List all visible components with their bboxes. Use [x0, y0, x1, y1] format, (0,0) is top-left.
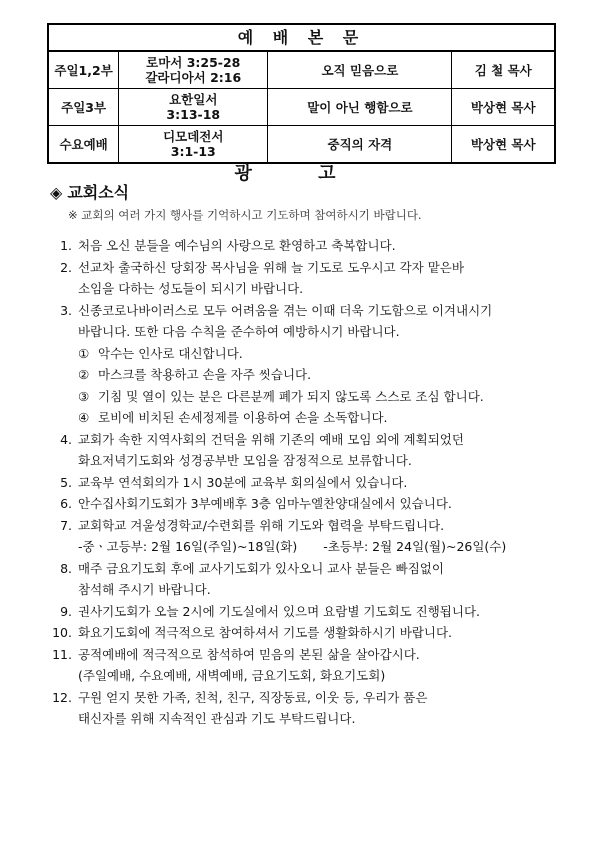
notice-item	[48, 429, 568, 472]
church-news-note: ※ 교회의 여러 가지 행사를 기억하시고 기도하며 참여하시기 바랍니다.	[68, 208, 422, 222]
notice-number: 5.	[60, 474, 72, 490]
sermon-title: 말이 아닌 행함으로	[268, 89, 452, 126]
notice-text: 권사기도회가 오늘 2시에 기도실에서 있으며 요람별 기도회도 진행됩니다.	[78, 603, 480, 619]
notice-item	[48, 235, 568, 257]
service-name: 주일3부	[48, 89, 119, 126]
notice-text: 안수집사회기도회가 3부예배후 3층 임마누엘찬양대실에서 있습니다.	[78, 496, 452, 511]
notice-item	[48, 493, 568, 515]
notice-text: (주일예배, 수요예배, 새벽예배, 금요기도회, 화요기도회)	[78, 668, 386, 683]
rule-item: ③ 기침 및 열이 있는 분은 다른분께 폐가 되지 않도록 스스로 조심 합니다.	[78, 386, 568, 408]
camp-schedule-middle-high: -중ㆍ고등부: 2월 16일(주일)~18일(화)	[78, 539, 298, 554]
notice-item	[48, 515, 568, 558]
notice-number: 3.	[60, 302, 72, 318]
preacher-name: 김 철 목사	[452, 51, 555, 89]
circled-number-icon: ②	[78, 367, 90, 382]
notice-item	[48, 300, 568, 429]
scripture-reference: 로마서 3:25-28 갈라디아서 2:16	[119, 51, 268, 89]
notice-text: 화요저녁기도회와 성경공부반 모임을 잠정적으로 보류합니다.	[78, 453, 412, 468]
notice-text: 구원 얻지 못한 가족, 친척, 친구, 직장동료, 이웃 등, 우리가 품은	[78, 689, 428, 705]
church-news-title	[50, 180, 129, 203]
scripture-reference: 디모데전서 3:1-13	[119, 126, 268, 164]
notice-number: 6.	[60, 496, 72, 511]
notice-text: 처음 오신 분들을 예수님의 사랑으로 환영하고 축복합니다.	[78, 238, 396, 253]
notice-text: 선교차 출국하신 당회장 목사님을 위해 늘 기도로 도우시고 각자 맡은바	[78, 259, 464, 275]
circled-number-icon: ④	[78, 410, 90, 425]
notice-number: 10.	[52, 625, 72, 640]
notice-number: 8.	[60, 560, 72, 576]
rule-item: ① 악수는 인사로 대신합니다.	[78, 343, 568, 365]
service-name: 수요예배	[48, 126, 119, 164]
notice-number: 9.	[60, 603, 72, 619]
sermon-row	[48, 126, 555, 164]
sermon-table-title: 예 배 본 문	[48, 24, 555, 51]
notice-text: 소임을 다하는 성도들이 되시기 바랍니다.	[78, 281, 304, 296]
announcements-heading: 광 고	[234, 163, 366, 184]
sermon-row	[48, 51, 555, 89]
church-news-label: 교회소식	[67, 183, 130, 202]
sermon-title: 오직 믿음으로	[268, 51, 452, 89]
rule-item: ② 마스크를 착용하고 손을 자주 씻습니다.	[78, 364, 568, 386]
camp-schedule-elementary: -초등부: 2월 24일(월)~26일(수)	[323, 539, 507, 554]
notice-item	[48, 601, 568, 623]
notice-list	[48, 235, 568, 730]
notice-number: 12.	[52, 689, 72, 705]
notice-text: 신종코로나바이러스로 모두 어려움을 겪는 이때 더욱 기도함으로 이겨내시기	[78, 302, 493, 318]
notice-item	[48, 644, 568, 687]
notice-text: 화요기도회에 적극적으로 참여하셔서 기도를 생활화하시기 바랍니다.	[78, 625, 453, 640]
service-name: 주일1,2부	[48, 51, 119, 89]
diamond-bullet-icon: ◈	[50, 183, 63, 202]
notice-text: 바랍니다. 또한 다음 수칙을 준수하여 예방하시기 바랍니다.	[78, 324, 400, 339]
notice-number: 1.	[60, 238, 72, 253]
notice-text: 교회가 속한 지역사회의 건덕을 위해 기존의 예배 모임 외에 계획되었던	[78, 431, 464, 447]
sermon-title: 중직의 자격	[268, 126, 452, 164]
preacher-name: 박상현 목사	[452, 126, 555, 164]
notice-item	[48, 257, 568, 300]
preacher-name: 박상현 목사	[452, 89, 555, 126]
notice-number: 2.	[60, 259, 72, 275]
notice-item	[48, 558, 568, 601]
notice-text: 교회학교 겨울성경학교/수련회를 위해 기도와 협력을 부탁드립니다.	[78, 517, 445, 533]
notice-item	[48, 687, 568, 730]
notice-text: 참석해 주시기 바랍니다.	[78, 582, 211, 597]
sermon-row	[48, 89, 555, 126]
rule-item: ④ 로비에 비치된 손세정제를 이용하여 손을 소독합니다.	[78, 407, 568, 429]
notice-number: 4.	[60, 431, 72, 447]
notice-text: 태신자를 위해 지속적인 관심과 기도 부탁드립니다.	[78, 711, 356, 726]
circled-number-icon: ③	[78, 388, 90, 404]
notice-number: 11.	[52, 646, 72, 662]
notice-text: 교육부 연석회의가 1시 30분에 교육부 회의실에서 있습니다.	[78, 474, 408, 490]
notice-item	[48, 472, 568, 494]
sermon-table	[47, 23, 556, 164]
circled-number-icon: ①	[78, 345, 90, 361]
notice-text: 공적예배에 적극적으로 참석하여 믿음의 본된 삶을 살아갑시다.	[78, 646, 420, 662]
notice-text: 매주 금요기도회 후에 교사기도회가 있사오니 교사 분들은 빠짐없이	[78, 560, 444, 576]
scripture-reference: 요한일서 3:13-18	[119, 89, 268, 126]
notice-item	[48, 622, 568, 644]
camp-schedule	[78, 536, 568, 558]
notice-number: 7.	[60, 517, 72, 533]
